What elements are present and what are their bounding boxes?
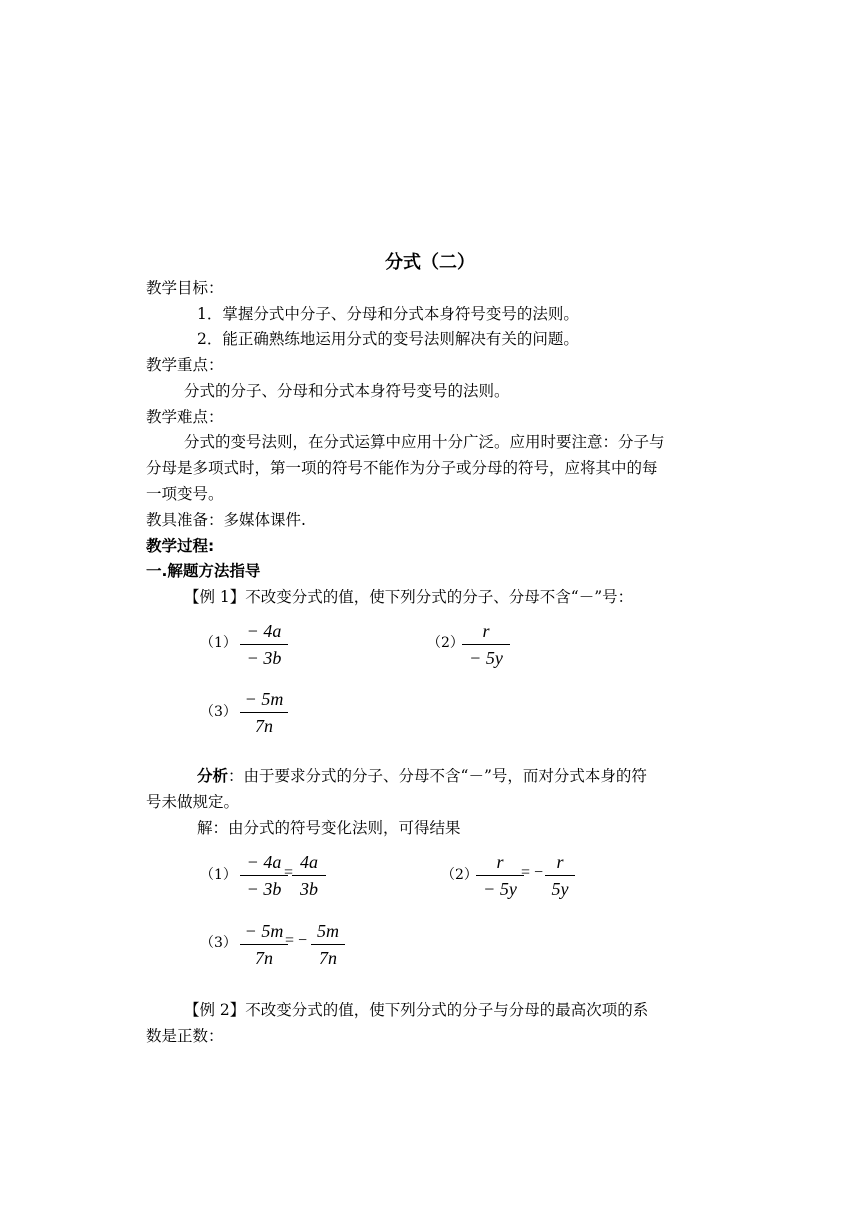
numerator: − 4a xyxy=(246,852,282,872)
answer-3-label: （3） xyxy=(200,935,237,951)
difficulty-line-1: 分式的变号法则，在分式运算中应用十分广泛。应用时要注意：分子与 xyxy=(184,433,665,451)
analysis-label: 分析 xyxy=(197,767,229,785)
denominator: 7n xyxy=(255,948,273,968)
numerator: r xyxy=(482,621,490,641)
answer-1-rhs xyxy=(292,851,326,900)
difficulty-line-3: 一项变号。 xyxy=(146,485,224,503)
page-title: 分式（二） xyxy=(385,252,475,273)
answer-1-operator: = xyxy=(284,864,294,881)
denominator: 7n xyxy=(255,716,273,736)
analysis-line-1 xyxy=(197,766,647,786)
analysis-text: ：由于要求分式的分子、分母不含“－”号，而对分式本身的符 xyxy=(228,767,647,785)
denominator: − 5y xyxy=(469,648,503,668)
answer-3-rhs xyxy=(311,920,345,969)
goal-2: 2．能正确熟练地运用分式的变号法则解决有关的问题。 xyxy=(197,330,579,348)
denominator: 5y xyxy=(551,879,569,899)
numerator: − 5m xyxy=(244,689,284,709)
problem-3-fraction xyxy=(240,688,288,737)
example1-prompt: 【例 1】不改变分式的值，使下列分式的分子、分母不含“－”号： xyxy=(184,588,634,606)
numerator: r xyxy=(496,852,504,872)
denominator: 7n xyxy=(319,948,337,968)
answer-2-rhs xyxy=(545,851,575,900)
answer-2-label: （2） xyxy=(441,867,478,883)
answer-2-lhs xyxy=(476,851,524,900)
answer-1-lhs xyxy=(240,851,288,900)
difficulty-line-2: 分母是多项式时，第一项的符号不能作为分子或分母的符号，应将其中的每 xyxy=(146,459,658,477)
goals-heading: 教学目标： xyxy=(146,279,224,297)
numerator: r xyxy=(556,852,564,872)
problem-2-fraction xyxy=(462,620,510,669)
example2-prompt-line-1: 【例 2】不改变分式的值，使下列分式的分子与分母的最高次项的系 xyxy=(184,1001,649,1019)
problem-1-label: （1） xyxy=(200,635,237,651)
process-heading: 教学过程: xyxy=(146,537,215,555)
tools-text: 教具准备：多媒体课件. xyxy=(146,511,306,529)
denominator: − 5y xyxy=(483,879,517,899)
answer-1-label: （1） xyxy=(200,867,237,883)
answer-3-lhs xyxy=(240,920,288,969)
denominator: − 3b xyxy=(246,879,282,899)
key-text: 分式的分子、分母和分式本身符号变号的法则。 xyxy=(184,382,510,400)
numerator: − 5m xyxy=(244,921,284,941)
key-heading: 教学重点： xyxy=(146,356,224,374)
problem-2-label: （2） xyxy=(427,635,464,651)
denominator: − 3b xyxy=(246,648,282,668)
numerator: 4a xyxy=(300,852,318,872)
answer-2-operator: = − xyxy=(521,864,544,881)
numerator: 5m xyxy=(317,921,339,941)
difficulty-heading: 教学难点： xyxy=(146,408,224,426)
numerator: − 4a xyxy=(246,621,282,641)
answer-3-operator: = − xyxy=(285,932,308,949)
solution-intro: 解：由分式的符号变化法则，可得结果 xyxy=(197,819,461,837)
problem-1-fraction xyxy=(240,620,288,669)
part1-heading: 一.解题方法指导 xyxy=(146,562,261,580)
denominator: 3b xyxy=(300,879,318,899)
example2-prompt-line-2: 数是正数： xyxy=(146,1027,224,1045)
goal-1: 1．掌握分式中分子、分母和分式本身符号变号的法则。 xyxy=(197,305,579,323)
problem-3-label: （3） xyxy=(200,704,237,720)
analysis-line-2: 号未做规定。 xyxy=(146,793,240,811)
